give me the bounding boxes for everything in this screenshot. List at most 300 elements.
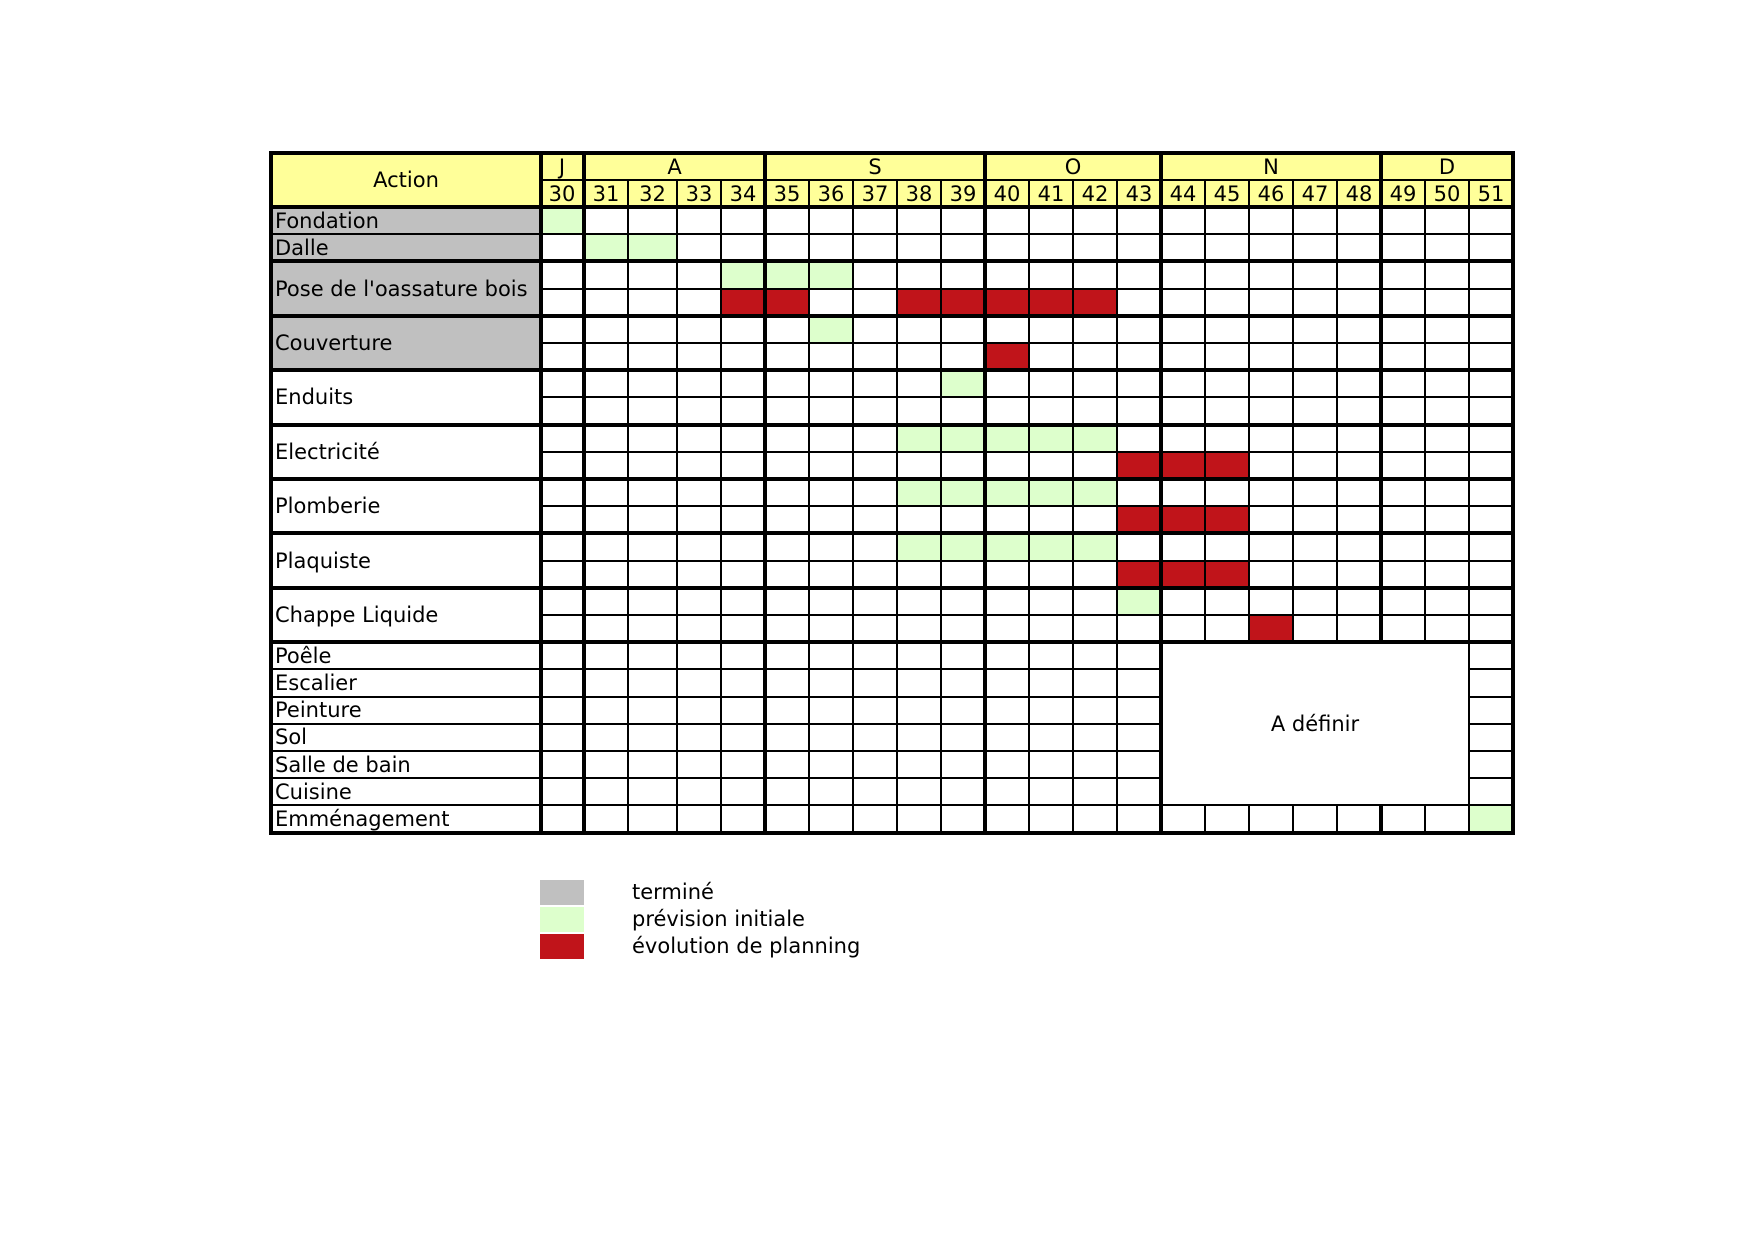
week-header: 44 bbox=[1169, 181, 1197, 206]
week-cell bbox=[1249, 425, 1293, 452]
week-cell bbox=[941, 316, 985, 343]
action-header: Action bbox=[373, 168, 439, 192]
week-cell bbox=[628, 425, 677, 452]
week-cell bbox=[853, 207, 897, 234]
week-cell bbox=[765, 506, 809, 533]
week-cell bbox=[677, 425, 721, 452]
forecast-cell bbox=[897, 425, 941, 452]
planning-change-cell bbox=[765, 289, 809, 316]
week-cell bbox=[677, 343, 721, 370]
week-cell bbox=[1073, 751, 1117, 778]
week-cell bbox=[1425, 207, 1469, 234]
week-header: 38 bbox=[905, 181, 933, 206]
week-cell bbox=[1249, 805, 1293, 832]
week-cell bbox=[985, 724, 1029, 751]
week-cell bbox=[628, 561, 677, 588]
week-cell bbox=[985, 642, 1029, 669]
week-cell bbox=[853, 316, 897, 343]
week-cell bbox=[853, 533, 897, 560]
week-header: 43 bbox=[1125, 181, 1153, 206]
week-cell bbox=[721, 615, 765, 642]
grid-line bbox=[852, 207, 854, 833]
week-cell bbox=[540, 343, 584, 370]
week-cell bbox=[1117, 289, 1161, 316]
week-cell bbox=[1205, 343, 1249, 370]
week-cell bbox=[765, 316, 809, 343]
week-cell bbox=[628, 452, 677, 479]
grid-line bbox=[1468, 180, 1470, 207]
frame-line bbox=[582, 153, 586, 833]
week-cell bbox=[985, 452, 1029, 479]
planning-change-cell bbox=[1205, 561, 1249, 588]
frame-line bbox=[983, 153, 987, 833]
week-cell bbox=[1293, 289, 1337, 316]
week-cell bbox=[1337, 533, 1381, 560]
week-cell bbox=[765, 778, 809, 805]
week-cell bbox=[540, 669, 584, 696]
week-cell bbox=[1161, 289, 1205, 316]
week-cell bbox=[853, 506, 897, 533]
frame-line bbox=[271, 314, 1513, 318]
week-cell bbox=[1425, 452, 1469, 479]
week-cell bbox=[809, 561, 853, 588]
week-cell bbox=[1469, 533, 1513, 560]
week-cell bbox=[677, 588, 721, 615]
week-cell bbox=[677, 751, 721, 778]
week-cell bbox=[1425, 479, 1469, 506]
task-label: Peinture bbox=[275, 698, 362, 723]
week-cell bbox=[1117, 724, 1161, 751]
week-cell bbox=[1029, 397, 1073, 424]
forecast-cell bbox=[765, 261, 809, 288]
forecast-cell bbox=[941, 479, 985, 506]
week-cell bbox=[1249, 588, 1293, 615]
week-cell bbox=[1205, 533, 1249, 560]
week-cell bbox=[1381, 452, 1425, 479]
week-cell bbox=[941, 642, 985, 669]
week-cell bbox=[897, 397, 941, 424]
week-cell bbox=[765, 724, 809, 751]
week-cell bbox=[853, 452, 897, 479]
week-cell bbox=[1469, 642, 1513, 669]
week-cell bbox=[1117, 397, 1161, 424]
legend-label: prévision initiale bbox=[632, 907, 805, 931]
week-cell bbox=[1249, 397, 1293, 424]
frame-line bbox=[269, 151, 273, 835]
week-cell bbox=[897, 615, 941, 642]
week-cell bbox=[1425, 615, 1469, 642]
grid-line bbox=[271, 750, 1161, 752]
week-cell bbox=[1337, 479, 1381, 506]
week-cell bbox=[1117, 615, 1161, 642]
week-cell bbox=[1205, 588, 1249, 615]
grid-line bbox=[1469, 723, 1513, 725]
week-cell bbox=[1161, 533, 1205, 560]
week-cell bbox=[1073, 397, 1117, 424]
week-cell bbox=[1337, 234, 1381, 261]
week-cell bbox=[1161, 397, 1205, 424]
week-cell bbox=[1425, 234, 1469, 261]
week-cell bbox=[628, 370, 677, 397]
week-cell bbox=[765, 452, 809, 479]
week-cell bbox=[721, 425, 765, 452]
week-cell bbox=[540, 370, 584, 397]
forecast-cell bbox=[985, 479, 1029, 506]
week-cell bbox=[677, 533, 721, 560]
week-cell bbox=[628, 506, 677, 533]
week-cell bbox=[1293, 316, 1337, 343]
week-cell bbox=[1469, 506, 1513, 533]
planning-change-cell bbox=[1161, 561, 1205, 588]
week-cell bbox=[1161, 261, 1205, 288]
week-cell bbox=[1073, 316, 1117, 343]
planning-change-cell bbox=[985, 289, 1029, 316]
week-cell bbox=[985, 805, 1029, 832]
week-cell bbox=[809, 479, 853, 506]
week-cell bbox=[628, 316, 677, 343]
forecast-cell bbox=[1073, 425, 1117, 452]
week-cell bbox=[1249, 479, 1293, 506]
week-cell bbox=[941, 778, 985, 805]
forecast-cell bbox=[985, 533, 1029, 560]
week-cell bbox=[1205, 805, 1249, 832]
planning-change-cell bbox=[721, 289, 765, 316]
week-cell bbox=[897, 316, 941, 343]
week-cell bbox=[677, 615, 721, 642]
grid-line bbox=[720, 207, 722, 833]
grid-line bbox=[1204, 805, 1206, 832]
forecast-cell bbox=[897, 479, 941, 506]
week-cell bbox=[809, 289, 853, 316]
week-cell bbox=[765, 207, 809, 234]
week-cell bbox=[721, 452, 765, 479]
week-cell bbox=[540, 724, 584, 751]
week-cell bbox=[765, 370, 809, 397]
week-cell bbox=[985, 697, 1029, 724]
week-cell bbox=[765, 234, 809, 261]
week-cell bbox=[584, 588, 628, 615]
week-cell bbox=[765, 533, 809, 560]
week-cell bbox=[1381, 289, 1425, 316]
week-cell bbox=[584, 506, 628, 533]
task-label: Fondation bbox=[275, 208, 379, 233]
week-cell bbox=[1249, 452, 1293, 479]
week-cell bbox=[765, 669, 809, 696]
week-cell bbox=[1469, 452, 1513, 479]
week-cell bbox=[1249, 234, 1293, 261]
week-cell bbox=[677, 452, 721, 479]
week-cell bbox=[1029, 343, 1073, 370]
week-cell bbox=[809, 343, 853, 370]
grid-line bbox=[627, 180, 629, 207]
week-cell bbox=[1117, 533, 1161, 560]
week-cell bbox=[1073, 588, 1117, 615]
frame-line bbox=[271, 423, 1513, 427]
task-label: Electricité bbox=[275, 439, 380, 464]
week-cell bbox=[1425, 397, 1469, 424]
week-cell bbox=[809, 724, 853, 751]
week-cell bbox=[1205, 289, 1249, 316]
week-cell bbox=[897, 561, 941, 588]
week-header: 45 bbox=[1213, 181, 1241, 206]
week-cell bbox=[985, 207, 1029, 234]
week-cell bbox=[677, 506, 721, 533]
week-cell bbox=[1425, 588, 1469, 615]
week-cell bbox=[809, 234, 853, 261]
planning-change-cell bbox=[1029, 289, 1073, 316]
legend-label: terminé bbox=[632, 880, 714, 904]
planning-change-cell bbox=[941, 289, 985, 316]
week-cell bbox=[809, 751, 853, 778]
week-cell bbox=[1293, 533, 1337, 560]
week-cell bbox=[1469, 425, 1513, 452]
grid-line bbox=[271, 668, 1161, 670]
week-cell bbox=[1469, 778, 1513, 805]
week-cell bbox=[584, 642, 628, 669]
week-cell bbox=[1117, 479, 1161, 506]
week-cell bbox=[584, 289, 628, 316]
frame-line bbox=[763, 153, 767, 833]
month-header: O bbox=[1064, 154, 1082, 179]
grid-line bbox=[541, 288, 1513, 290]
week-cell bbox=[985, 751, 1029, 778]
task-label: Salle de bain bbox=[275, 752, 411, 777]
week-cell bbox=[809, 669, 853, 696]
week-cell bbox=[941, 234, 985, 261]
week-cell bbox=[1029, 615, 1073, 642]
month-header: D bbox=[1438, 154, 1456, 179]
week-header: 41 bbox=[1037, 181, 1065, 206]
week-cell bbox=[677, 207, 721, 234]
grid-line bbox=[1469, 777, 1513, 779]
week-cell bbox=[1381, 261, 1425, 288]
week-cell bbox=[1029, 506, 1073, 533]
week-cell bbox=[721, 778, 765, 805]
month-header: S bbox=[868, 154, 882, 179]
week-cell bbox=[853, 805, 897, 832]
week-cell bbox=[1337, 425, 1381, 452]
month-header: J bbox=[558, 154, 566, 179]
week-cell bbox=[1381, 343, 1425, 370]
week-cell bbox=[584, 751, 628, 778]
grid-line bbox=[940, 207, 942, 833]
week-cell bbox=[540, 642, 584, 669]
week-cell bbox=[1425, 805, 1469, 832]
week-cell bbox=[897, 452, 941, 479]
week-cell bbox=[1073, 506, 1117, 533]
task-label: Escalier bbox=[275, 671, 357, 695]
frame-line bbox=[539, 153, 543, 833]
week-cell bbox=[1117, 669, 1161, 696]
week-cell bbox=[1073, 778, 1117, 805]
week-cell bbox=[1161, 343, 1205, 370]
task-label: Enduits bbox=[275, 385, 354, 410]
week-header: 34 bbox=[729, 181, 757, 206]
grid-line bbox=[1116, 207, 1118, 833]
week-cell bbox=[1161, 479, 1205, 506]
week-cell bbox=[1293, 425, 1337, 452]
week-cell bbox=[941, 397, 985, 424]
grid-line bbox=[1248, 180, 1250, 207]
grid-line bbox=[1204, 180, 1206, 207]
grid-line bbox=[896, 207, 898, 833]
week-cell bbox=[941, 506, 985, 533]
week-cell bbox=[1117, 343, 1161, 370]
grid-line bbox=[541, 451, 1513, 453]
grid-line bbox=[676, 180, 678, 207]
week-cell bbox=[584, 316, 628, 343]
week-cell bbox=[941, 697, 985, 724]
grid-line bbox=[1292, 805, 1294, 832]
week-cell bbox=[765, 479, 809, 506]
week-cell bbox=[941, 452, 985, 479]
week-cell bbox=[1469, 370, 1513, 397]
frame-line bbox=[271, 477, 1513, 481]
grid-line bbox=[1468, 642, 1470, 805]
week-cell bbox=[721, 561, 765, 588]
week-cell bbox=[584, 207, 628, 234]
week-cell bbox=[1337, 343, 1381, 370]
week-cell bbox=[1029, 724, 1073, 751]
week-cell bbox=[721, 588, 765, 615]
forecast-cell bbox=[1029, 425, 1073, 452]
week-cell bbox=[1425, 370, 1469, 397]
week-cell bbox=[809, 615, 853, 642]
grid-line bbox=[1161, 804, 1469, 806]
week-cell bbox=[677, 289, 721, 316]
week-cell bbox=[1117, 778, 1161, 805]
week-cell bbox=[985, 370, 1029, 397]
forecast-cell bbox=[941, 533, 985, 560]
week-cell bbox=[677, 778, 721, 805]
week-cell bbox=[853, 479, 897, 506]
week-cell bbox=[1205, 397, 1249, 424]
week-cell bbox=[1161, 615, 1205, 642]
week-cell bbox=[1381, 588, 1425, 615]
grid-line bbox=[1072, 207, 1074, 833]
week-cell bbox=[1337, 289, 1381, 316]
week-cell bbox=[584, 479, 628, 506]
week-cell bbox=[1029, 805, 1073, 832]
week-cell bbox=[1337, 316, 1381, 343]
forecast-cell bbox=[1029, 479, 1073, 506]
task-label: Couverture bbox=[275, 331, 393, 355]
week-cell bbox=[1073, 561, 1117, 588]
week-cell bbox=[853, 289, 897, 316]
week-cell bbox=[1161, 316, 1205, 343]
week-cell bbox=[1073, 642, 1117, 669]
week-cell bbox=[1469, 751, 1513, 778]
legend-label: évolution de planning bbox=[632, 934, 861, 958]
week-header: 31 bbox=[592, 181, 620, 206]
week-header: 49 bbox=[1389, 181, 1417, 206]
week-cell bbox=[540, 561, 584, 588]
grid-line bbox=[1028, 207, 1030, 833]
week-cell bbox=[1425, 343, 1469, 370]
week-cell bbox=[1117, 261, 1161, 288]
week-cell bbox=[584, 615, 628, 642]
week-cell bbox=[985, 506, 1029, 533]
week-cell bbox=[721, 234, 765, 261]
week-cell bbox=[1073, 452, 1117, 479]
task-label: Plaquiste bbox=[275, 548, 371, 573]
week-cell bbox=[628, 343, 677, 370]
week-cell bbox=[721, 724, 765, 751]
week-cell bbox=[1381, 234, 1425, 261]
week-cell bbox=[677, 561, 721, 588]
week-cell bbox=[1293, 506, 1337, 533]
grid-line bbox=[1336, 180, 1338, 207]
week-cell bbox=[1337, 452, 1381, 479]
week-cell bbox=[1029, 234, 1073, 261]
week-cell bbox=[1425, 316, 1469, 343]
week-cell bbox=[941, 669, 985, 696]
week-cell bbox=[1381, 561, 1425, 588]
week-cell bbox=[1469, 289, 1513, 316]
frame-line bbox=[269, 151, 1515, 155]
week-cell bbox=[1381, 207, 1425, 234]
week-header: 50 bbox=[1433, 181, 1461, 206]
week-header: 42 bbox=[1081, 181, 1109, 206]
week-header: 36 bbox=[817, 181, 845, 206]
grid-line bbox=[541, 505, 1513, 507]
week-cell bbox=[1381, 615, 1425, 642]
week-cell bbox=[1381, 425, 1425, 452]
week-cell bbox=[853, 697, 897, 724]
week-cell bbox=[1073, 207, 1117, 234]
week-cell bbox=[765, 697, 809, 724]
week-cell bbox=[897, 724, 941, 751]
week-cell bbox=[1337, 207, 1381, 234]
week-cell bbox=[540, 615, 584, 642]
week-cell bbox=[897, 778, 941, 805]
week-cell bbox=[1337, 506, 1381, 533]
week-header: 51 bbox=[1477, 181, 1505, 206]
grid-line bbox=[271, 777, 1161, 779]
week-cell bbox=[1249, 207, 1293, 234]
week-cell bbox=[985, 397, 1029, 424]
week-cell bbox=[721, 697, 765, 724]
week-cell bbox=[584, 669, 628, 696]
week-cell bbox=[941, 343, 985, 370]
planning-change-cell bbox=[985, 343, 1029, 370]
week-cell bbox=[1293, 805, 1337, 832]
week-cell bbox=[540, 234, 584, 261]
week-cell bbox=[1205, 370, 1249, 397]
week-cell bbox=[1293, 452, 1337, 479]
week-cell bbox=[1381, 370, 1425, 397]
planning-change-cell bbox=[1073, 289, 1117, 316]
week-cell bbox=[628, 697, 677, 724]
week-header: 39 bbox=[949, 181, 977, 206]
grid-line bbox=[896, 180, 898, 207]
week-cell bbox=[897, 343, 941, 370]
week-cell bbox=[1381, 533, 1425, 560]
month-header: N bbox=[1263, 154, 1279, 179]
week-cell bbox=[540, 425, 584, 452]
task-label: Plomberie bbox=[275, 494, 381, 519]
week-cell bbox=[628, 805, 677, 832]
week-cell bbox=[677, 261, 721, 288]
week-cell bbox=[1337, 397, 1381, 424]
week-cell bbox=[1337, 370, 1381, 397]
week-header: 48 bbox=[1345, 181, 1373, 206]
week-cell bbox=[765, 343, 809, 370]
week-cell bbox=[809, 588, 853, 615]
week-cell bbox=[1205, 316, 1249, 343]
week-cell bbox=[540, 751, 584, 778]
week-cell bbox=[1073, 805, 1117, 832]
